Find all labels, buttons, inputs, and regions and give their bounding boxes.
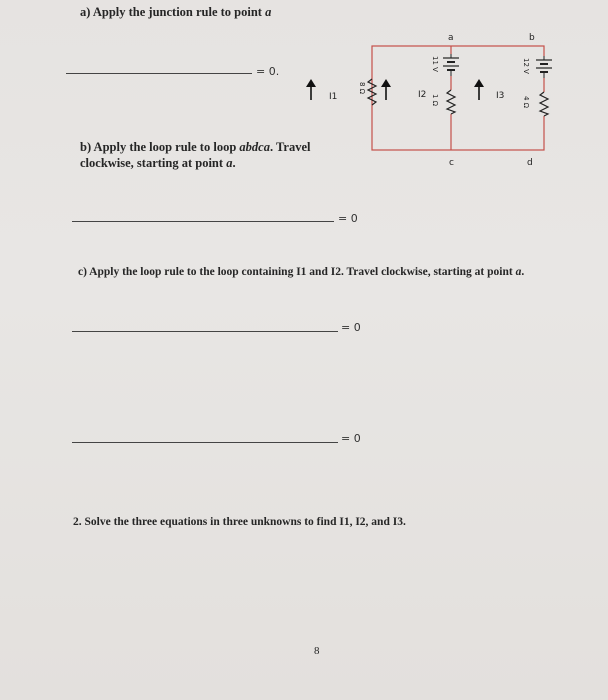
resistor-1-ohm [447,90,455,114]
node-a-label: a [448,33,454,43]
answer-c-equals-2: = 0 [341,432,361,445]
battery-12v [534,56,554,78]
outer-loop-wire [372,46,544,150]
node-b-label: b [529,33,535,43]
question-c-prompt: c) Apply the loop rule to the loop containing I1 and I2. Travel clockwise, starting at point a. [78,266,525,278]
node-c-label: c [449,158,454,168]
resistor-1-ohm-label: 1 Ω [431,94,439,107]
resistor-4-ohm [540,92,548,116]
answer-a-equals: = 0. [256,65,280,78]
page-number: 8 [314,645,320,657]
battery-11v [441,54,461,76]
node-d-label: d [527,158,533,168]
current-i2-label: I2 [418,90,427,100]
question-2-prompt: 2. Solve the three equations in three unknowns to find I1, I2, and I3. [73,516,406,528]
answer-c-equals-1: = 0 [341,321,361,334]
current-i1-label: I1 [329,92,338,102]
resistor-8-ohm [368,79,376,105]
resistor-4-ohm-label: 4 Ω [522,96,530,109]
answer-a-blank[interactable] [66,73,252,74]
current-i3-label: I3 [496,91,505,101]
current-arrow-i2 [381,79,391,100]
circuit-wires [372,46,544,150]
question-a-prompt: a) Apply the junction rule to point a [80,5,272,19]
question-b-prompt: b) Apply the loop rule to loop abdca. Travel clockwise, starting at point a. [80,140,311,170]
answer-c-blank-1[interactable] [72,331,338,332]
answer-b-equals: = 0 [338,212,358,225]
current-arrow-i3 [474,79,484,100]
resistor-8-ohm-label: 8 Ω [358,82,366,95]
battery-12v-label: 12 V [522,58,530,74]
answer-c-blank-2[interactable] [72,442,338,443]
answer-b-blank[interactable] [72,221,334,222]
battery-11v-label: 11 V [431,56,439,72]
current-arrow-i1 [306,79,316,100]
